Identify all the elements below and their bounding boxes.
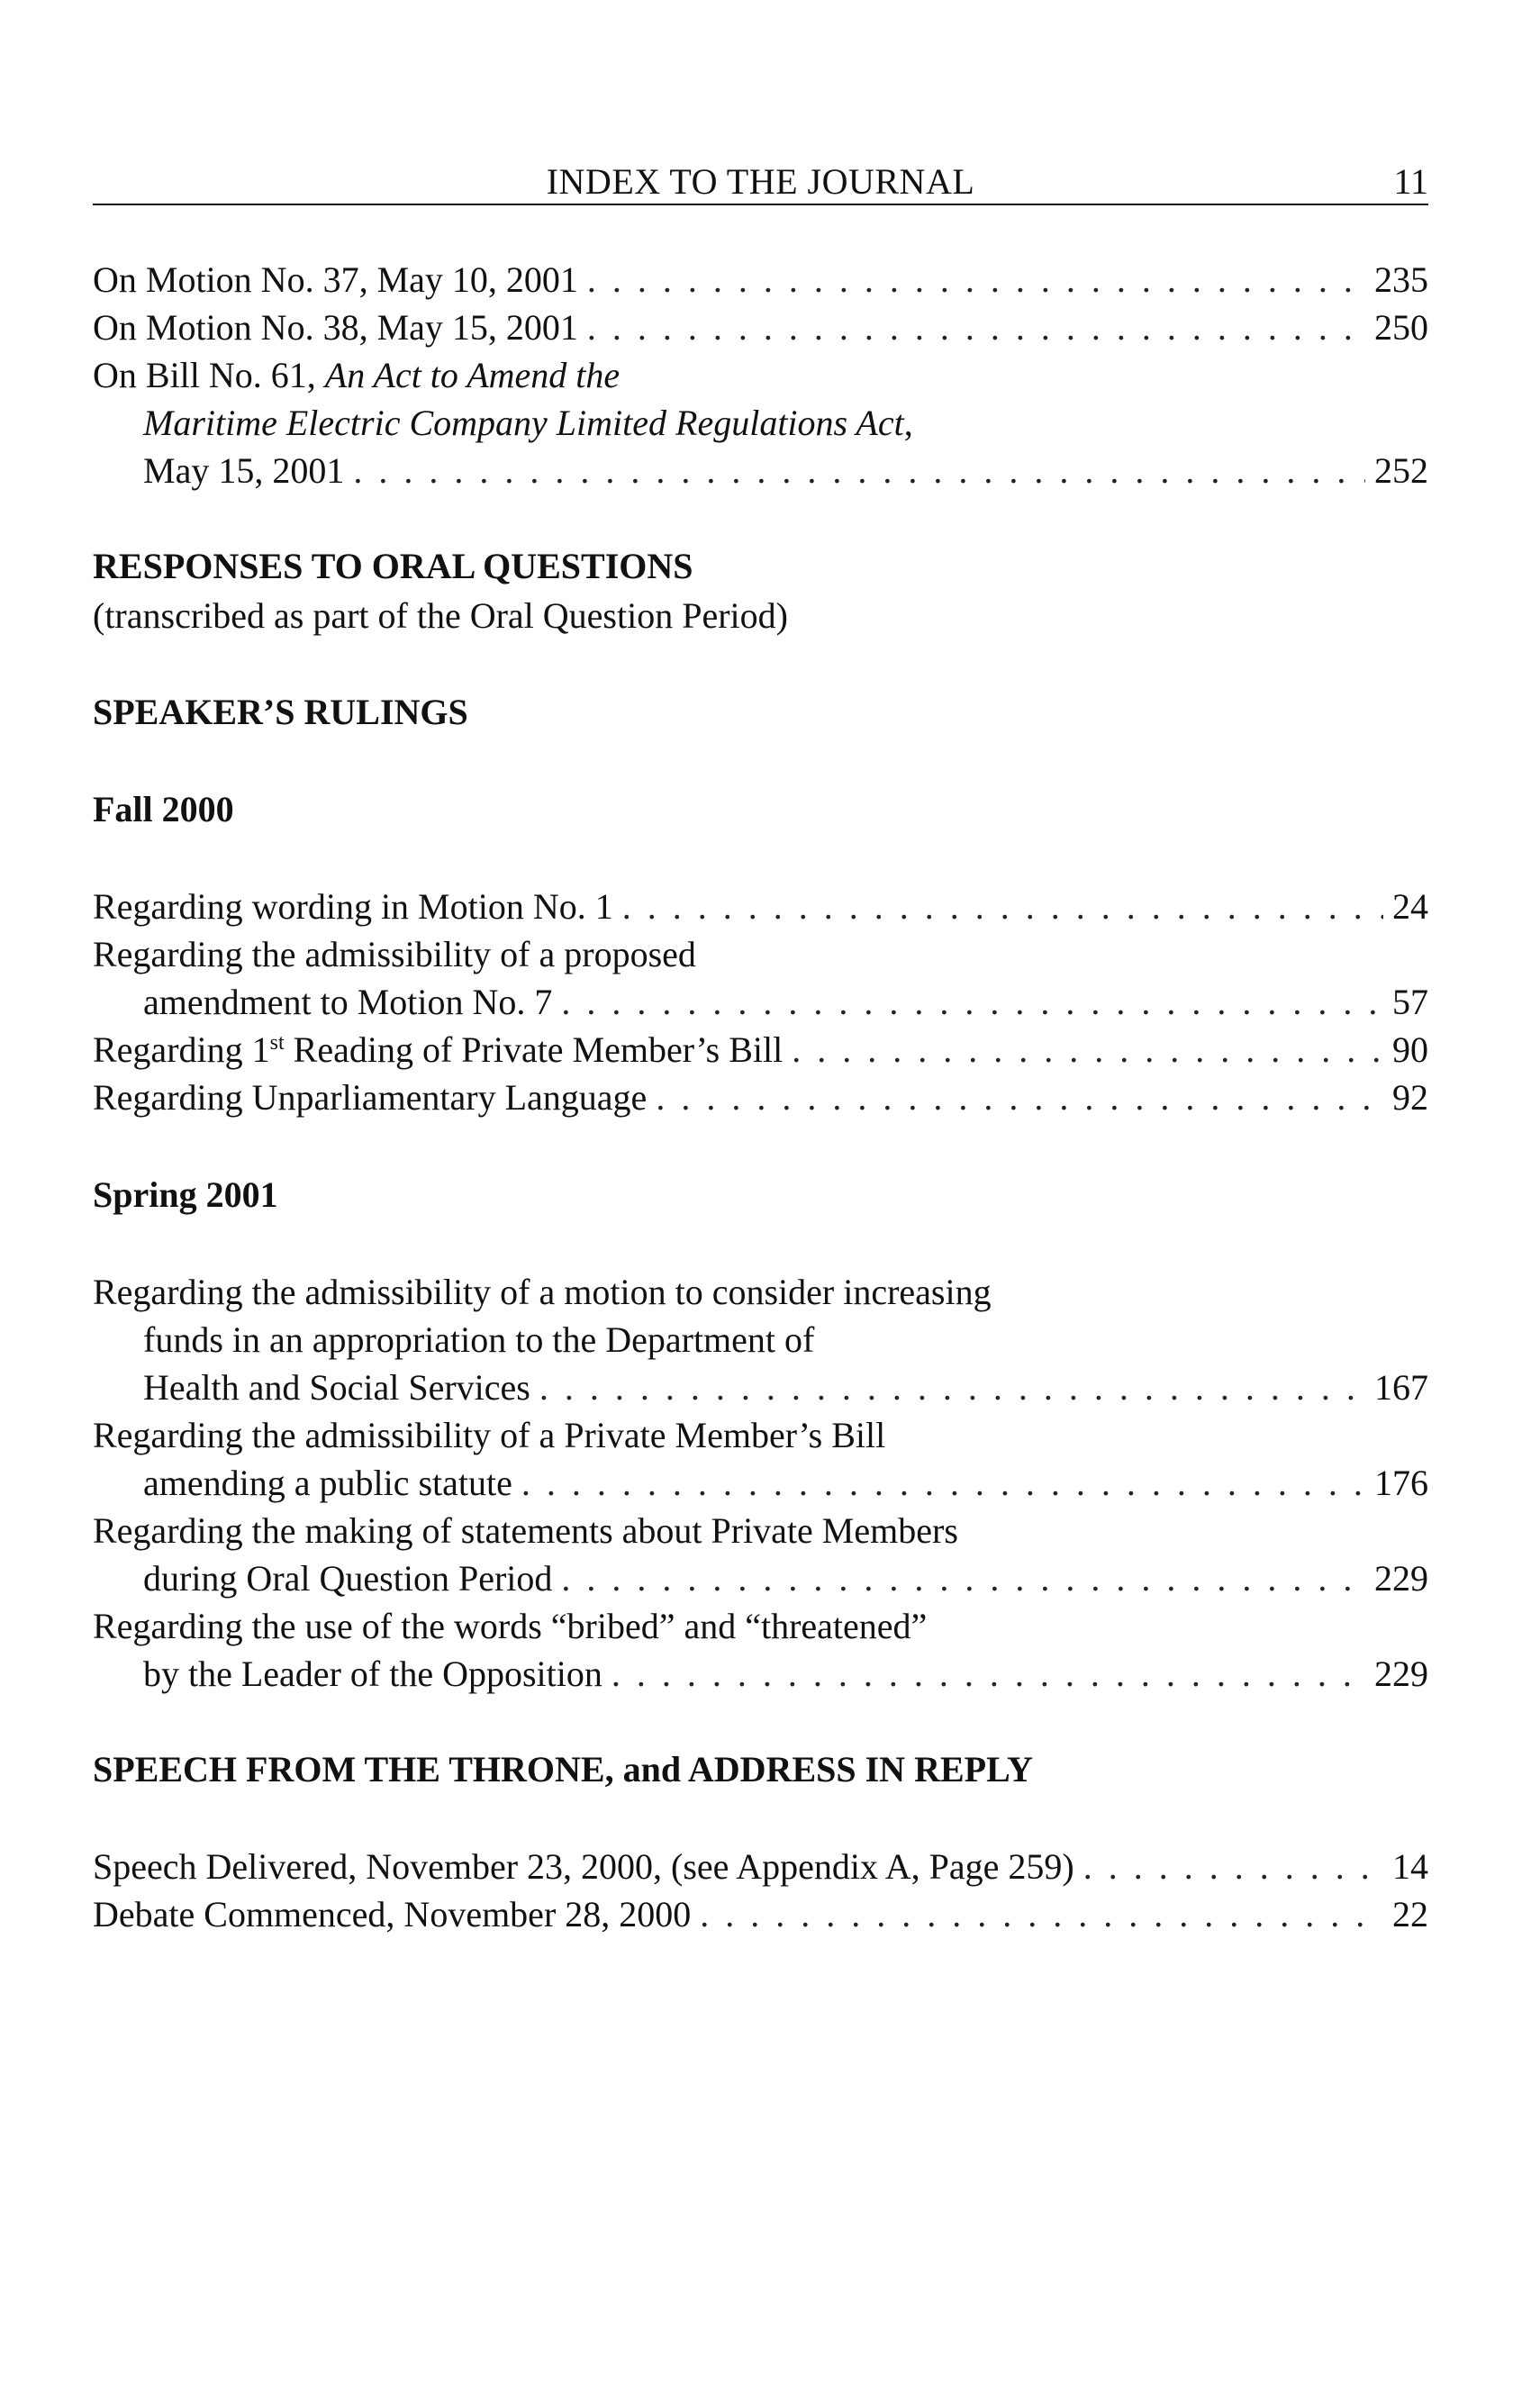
spring-2001-heading: Spring 2001 — [93, 1174, 278, 1215]
entry-line: Regarding the use of the words “bribed” and “threatened” — [93, 1606, 928, 1646]
dot-leader — [792, 1026, 1383, 1074]
dot-leader — [611, 1650, 1365, 1698]
entry-line: Regarding the admissibility of a Private Member’s Bill — [93, 1415, 886, 1455]
entry-label: Debate Commenced, November 28, 2000 — [93, 1894, 692, 1934]
entry-page: 229 — [1374, 1654, 1428, 1694]
entry-label: Regarding Unparliamentary Language — [93, 1077, 648, 1118]
dot-leader — [656, 1074, 1383, 1121]
rulings-heading: SPEAKER’S RULINGS — [93, 692, 468, 732]
entry-page: 235 — [1374, 259, 1428, 300]
dot-leader — [561, 978, 1383, 1026]
entry-final-line — [93, 1650, 1428, 1698]
dot-leader — [561, 1554, 1365, 1602]
entry-page: 92 — [1392, 1077, 1428, 1118]
dot-leader — [521, 1459, 1365, 1507]
entry-page: 229 — [1374, 1558, 1428, 1599]
entry-line: funds in an appropriation to the Department of — [143, 1319, 815, 1360]
dot-leader — [587, 256, 1365, 304]
entry-line: Regarding the admissibility of a proposed — [93, 934, 696, 974]
fall-2000-heading: Fall 2000 — [93, 789, 234, 829]
entry-page: 90 — [1392, 1029, 1428, 1070]
entry-label — [93, 1026, 783, 1074]
entry-page: 14 — [1392, 1846, 1428, 1887]
entry-final-line — [93, 1554, 1428, 1602]
entry-page: 57 — [1392, 982, 1428, 1022]
throne-heading: SPEECH FROM THE THRONE, and ADDRESS IN REPLY — [93, 1749, 1033, 1789]
dot-leader — [539, 1364, 1365, 1411]
index-entry — [93, 1074, 1428, 1121]
index-entry — [93, 1843, 1428, 1890]
dot-leader — [353, 447, 1365, 494]
bill-title: An Act to Amend the — [324, 355, 621, 395]
entry-label: On Motion No. 37, May 10, 2001 — [93, 259, 578, 300]
entry-page: 250 — [1374, 307, 1428, 348]
throne-entries — [93, 1843, 1428, 1938]
fall-2000-entries — [93, 883, 1428, 1121]
bill-title: Maritime Electric Company Limited Regulations Act — [143, 403, 904, 443]
entry-page: 176 — [1374, 1463, 1428, 1503]
index-entry — [93, 1890, 1428, 1938]
entry-label: Regarding wording in Motion No. 1 — [93, 886, 613, 927]
entry-label: On Motion No. 38, May 15, 2001 — [93, 307, 578, 348]
index-entry — [93, 883, 1428, 930]
entry-label: amendment to Motion No. 7 — [143, 982, 553, 1022]
entry-page: 252 — [1374, 450, 1428, 491]
entry-label: Speech Delivered, November 23, 2000, (see Appendix A, Page 259) — [93, 1846, 1074, 1887]
running-header — [93, 160, 1428, 205]
index-entry-bill-61 — [93, 351, 1428, 494]
entry-punctuation: , — [903, 403, 913, 443]
entry-line: Regarding the admissibility of a motion to consider increasing — [93, 1272, 992, 1312]
entry-label: Health and Social Services — [143, 1367, 530, 1408]
entry-text: Regarding 1 — [93, 1029, 270, 1070]
dot-leader — [700, 1890, 1383, 1938]
index-entry — [93, 1268, 1428, 1411]
entry-prefix: On Bill No. 61, — [93, 355, 325, 395]
entry-label: amending a public statute — [143, 1463, 512, 1503]
index-entry — [93, 930, 1428, 1026]
page-number: 11 — [1393, 161, 1428, 202]
entry-page: 24 — [1392, 886, 1428, 927]
spring-2001-entries — [93, 1268, 1428, 1698]
entry-line — [93, 399, 1428, 447]
entry-line — [93, 351, 1428, 399]
responses-heading: RESPONSES TO ORAL QUESTIONS — [93, 546, 693, 586]
responses-note: (transcribed as part of the Oral Question Period) — [93, 595, 788, 636]
entry-label: during Oral Question Period — [143, 1558, 553, 1599]
index-entry — [93, 1507, 1428, 1602]
entry-final-line — [93, 447, 1428, 494]
entry-page: 167 — [1374, 1367, 1428, 1408]
running-title: INDEX TO THE JOURNAL — [546, 161, 975, 202]
entry-line: Regarding the making of statements about Private Members — [93, 1510, 958, 1551]
votes-entries — [93, 256, 1428, 494]
dot-leader — [587, 304, 1365, 351]
index-entry-motion-37 — [93, 256, 1428, 304]
ordinal-suffix: st — [269, 1031, 285, 1055]
entry-label: by the Leader of the Opposition — [143, 1654, 602, 1694]
dot-leader — [622, 883, 1383, 930]
entry-page: 22 — [1392, 1894, 1428, 1934]
entry-final-line — [93, 1364, 1428, 1411]
entry-label: May 15, 2001 — [143, 450, 345, 491]
entry-final-line — [93, 1459, 1428, 1507]
entry-text: Reading of Private Member’s Bill — [284, 1029, 784, 1070]
index-entry — [93, 1026, 1428, 1074]
index-entry — [93, 1411, 1428, 1507]
dot-leader — [1083, 1843, 1383, 1890]
entry-final-line — [93, 978, 1428, 1026]
index-entry-motion-38 — [93, 304, 1428, 351]
index-entry — [93, 1602, 1428, 1698]
